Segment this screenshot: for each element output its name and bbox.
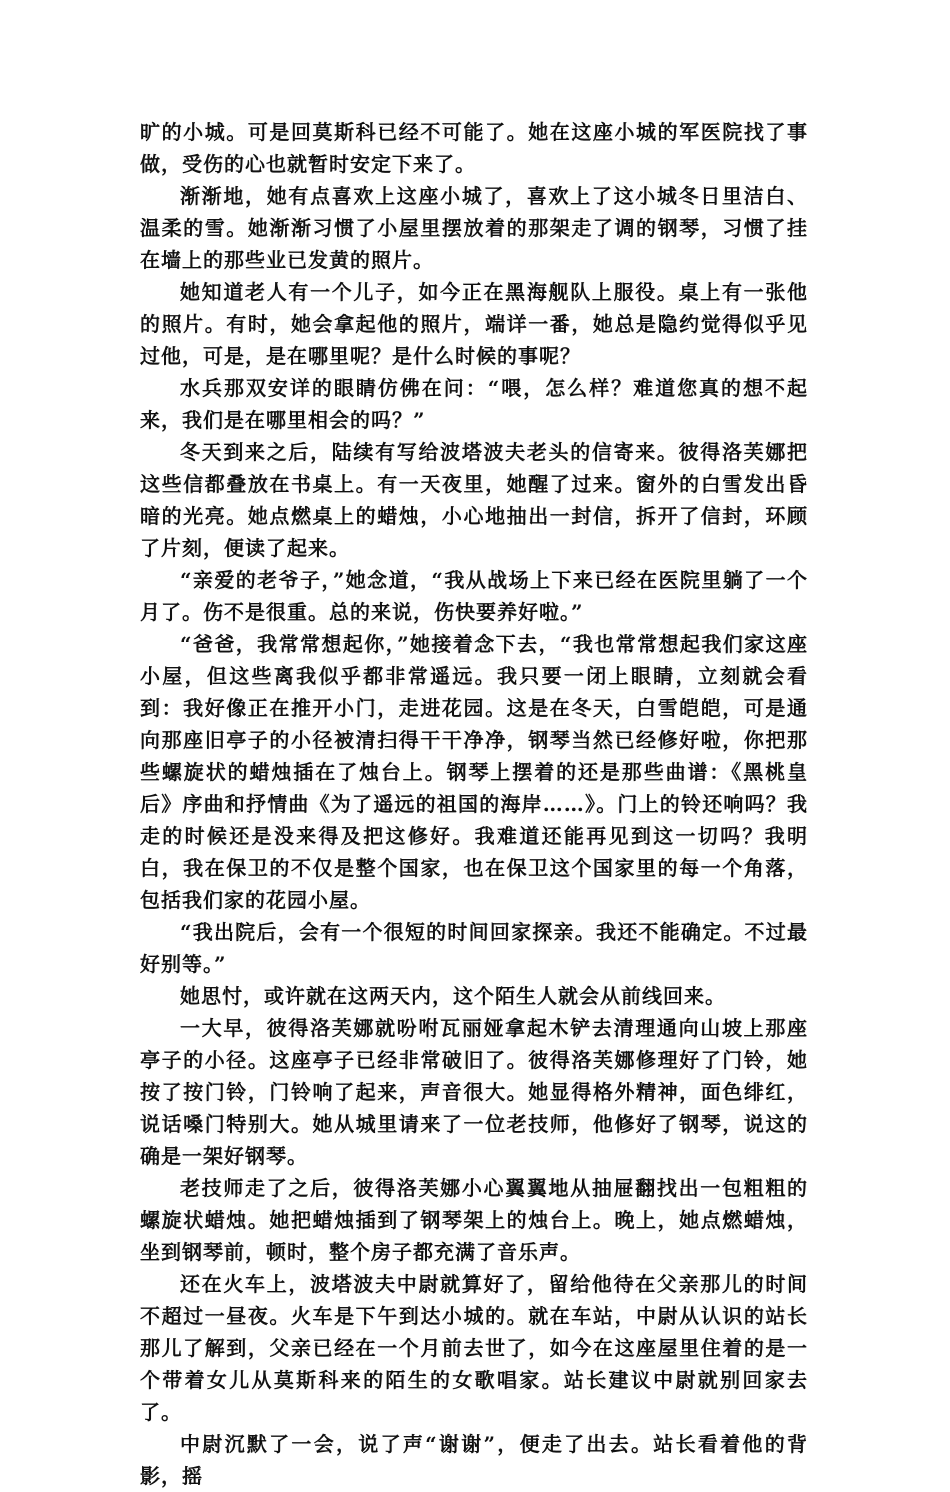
paragraph-7: “爸爸，我常常想起你，”她接着念下去，“我也常常想起我们家这座小屋，但这些离我似乎都非常遥远。我只要一闭上眼睛，立刻就会看到：我好像正在推开小门，走进花园。这是在冬天，白雪皑皑，可是通向那座旧亭子的小径被清扫得干干净净，钢琴当然已经修好啦，你把那些螺旋状的蜡烛插在了烛台上。钢琴上摆着的还是那些曲谱：《黑桃皇后》序曲和抒情曲《为了遥远的祖国的海岸……》。门上的铃还响吗？我走的时候还是没来得及把这修好。我难道还能再见到这一切吗？我明白，我在保卫的不仅是整个国家，也在保卫这个国家里的每一个角落，包括我们家的花园小屋。 <box>140 632 808 912</box>
paragraph-4: 水兵那双安详的眼睛仿佛在问：“喂，怎么样？难道您真的想不起来，我们是在哪里相会的吗？” <box>140 376 808 432</box>
paragraph-6: “亲爱的老爷子，”她念道，“我从战场上下来已经在医院里躺了一个月了。伤不是很重。总的来说，伤快要养好啦。” <box>140 568 808 624</box>
paragraph-3: 她知道老人有一个儿子，如今正在黑海舰队上服役。桌上有一张他的照片。有时，她会拿起他的照片，端详一番，她总是隐约觉得似乎见过他，可是，是在哪里呢？是什么时候的事呢？ <box>140 280 808 368</box>
paragraph-9: 她思忖，或许就在这两天内，这个陌生人就会从前线回来。 <box>180 984 726 1008</box>
paragraph-5: 冬天到来之后，陆续有写给波塔波夫老头的信寄来。彼得洛芙娜把这些信都叠放在书桌上。有一天夜里，她醒了过来。窗外的白雪发出昏暗的光亮。她点燃桌上的蜡烛，小心地抽出一封信，拆开了信封，环顾了片刻，便读了起来。 <box>140 440 808 560</box>
document-page <box>140 116 808 1492</box>
paragraph-13: 中尉沉默了一会，说了声“谢谢”，便走了出去。站长看着他的背影，摇 <box>140 1432 808 1488</box>
paragraph-12: 还在火车上，波塔波夫中尉就算好了，留给他待在父亲那儿的时间不超过一昼夜。火车是下午到达小城的。就在车站，中尉从认识的站长那儿了解到，父亲已经在一个月前去世了，如今在这座屋里住着的是一个带着女儿从莫斯科来的陌生的女歌唱家。站长建议中尉就别回家去了。 <box>140 1272 808 1424</box>
paragraph-1: 旷的小城。可是回莫斯科已经不可能了。她在这座小城的军医院找了事做，受伤的心也就暂时安定下来了。 <box>140 120 808 176</box>
paragraph-10: 一大早，彼得洛芙娜就吩咐瓦丽娅拿起木铲去清理通向山坡上那座亭子的小径。这座亭子已经非常破旧了。彼得洛芙娜修理好了门铃，她按了按门铃，门铃响了起来，声音很大。她显得格外精神，面色绯红，说话嗓门特别大。她从城里请来了一位老技师，他修好了钢琴，说这的确是一架好钢琴。 <box>140 1016 808 1168</box>
paragraph-2: 渐渐地，她有点喜欢上这座小城了，喜欢上了这小城冬日里洁白、温柔的雪。她渐渐习惯了小屋里摆放着的那架走了调的钢琴，习惯了挂在墙上的那些业已发黄的照片。 <box>140 184 808 272</box>
paragraph-8: “我出院后，会有一个很短的时间回家探亲。我还不能确定。不过最好别等。” <box>140 920 808 976</box>
paragraph-11: 老技师走了之后，彼得洛芙娜小心翼翼地从抽屉翻找出一包粗粗的螺旋状蜡烛。她把蜡烛插到了钢琴架上的烛台上。晚上，她点燃蜡烛，坐到钢琴前，顿时，整个房子都充满了音乐声。 <box>140 1176 808 1264</box>
